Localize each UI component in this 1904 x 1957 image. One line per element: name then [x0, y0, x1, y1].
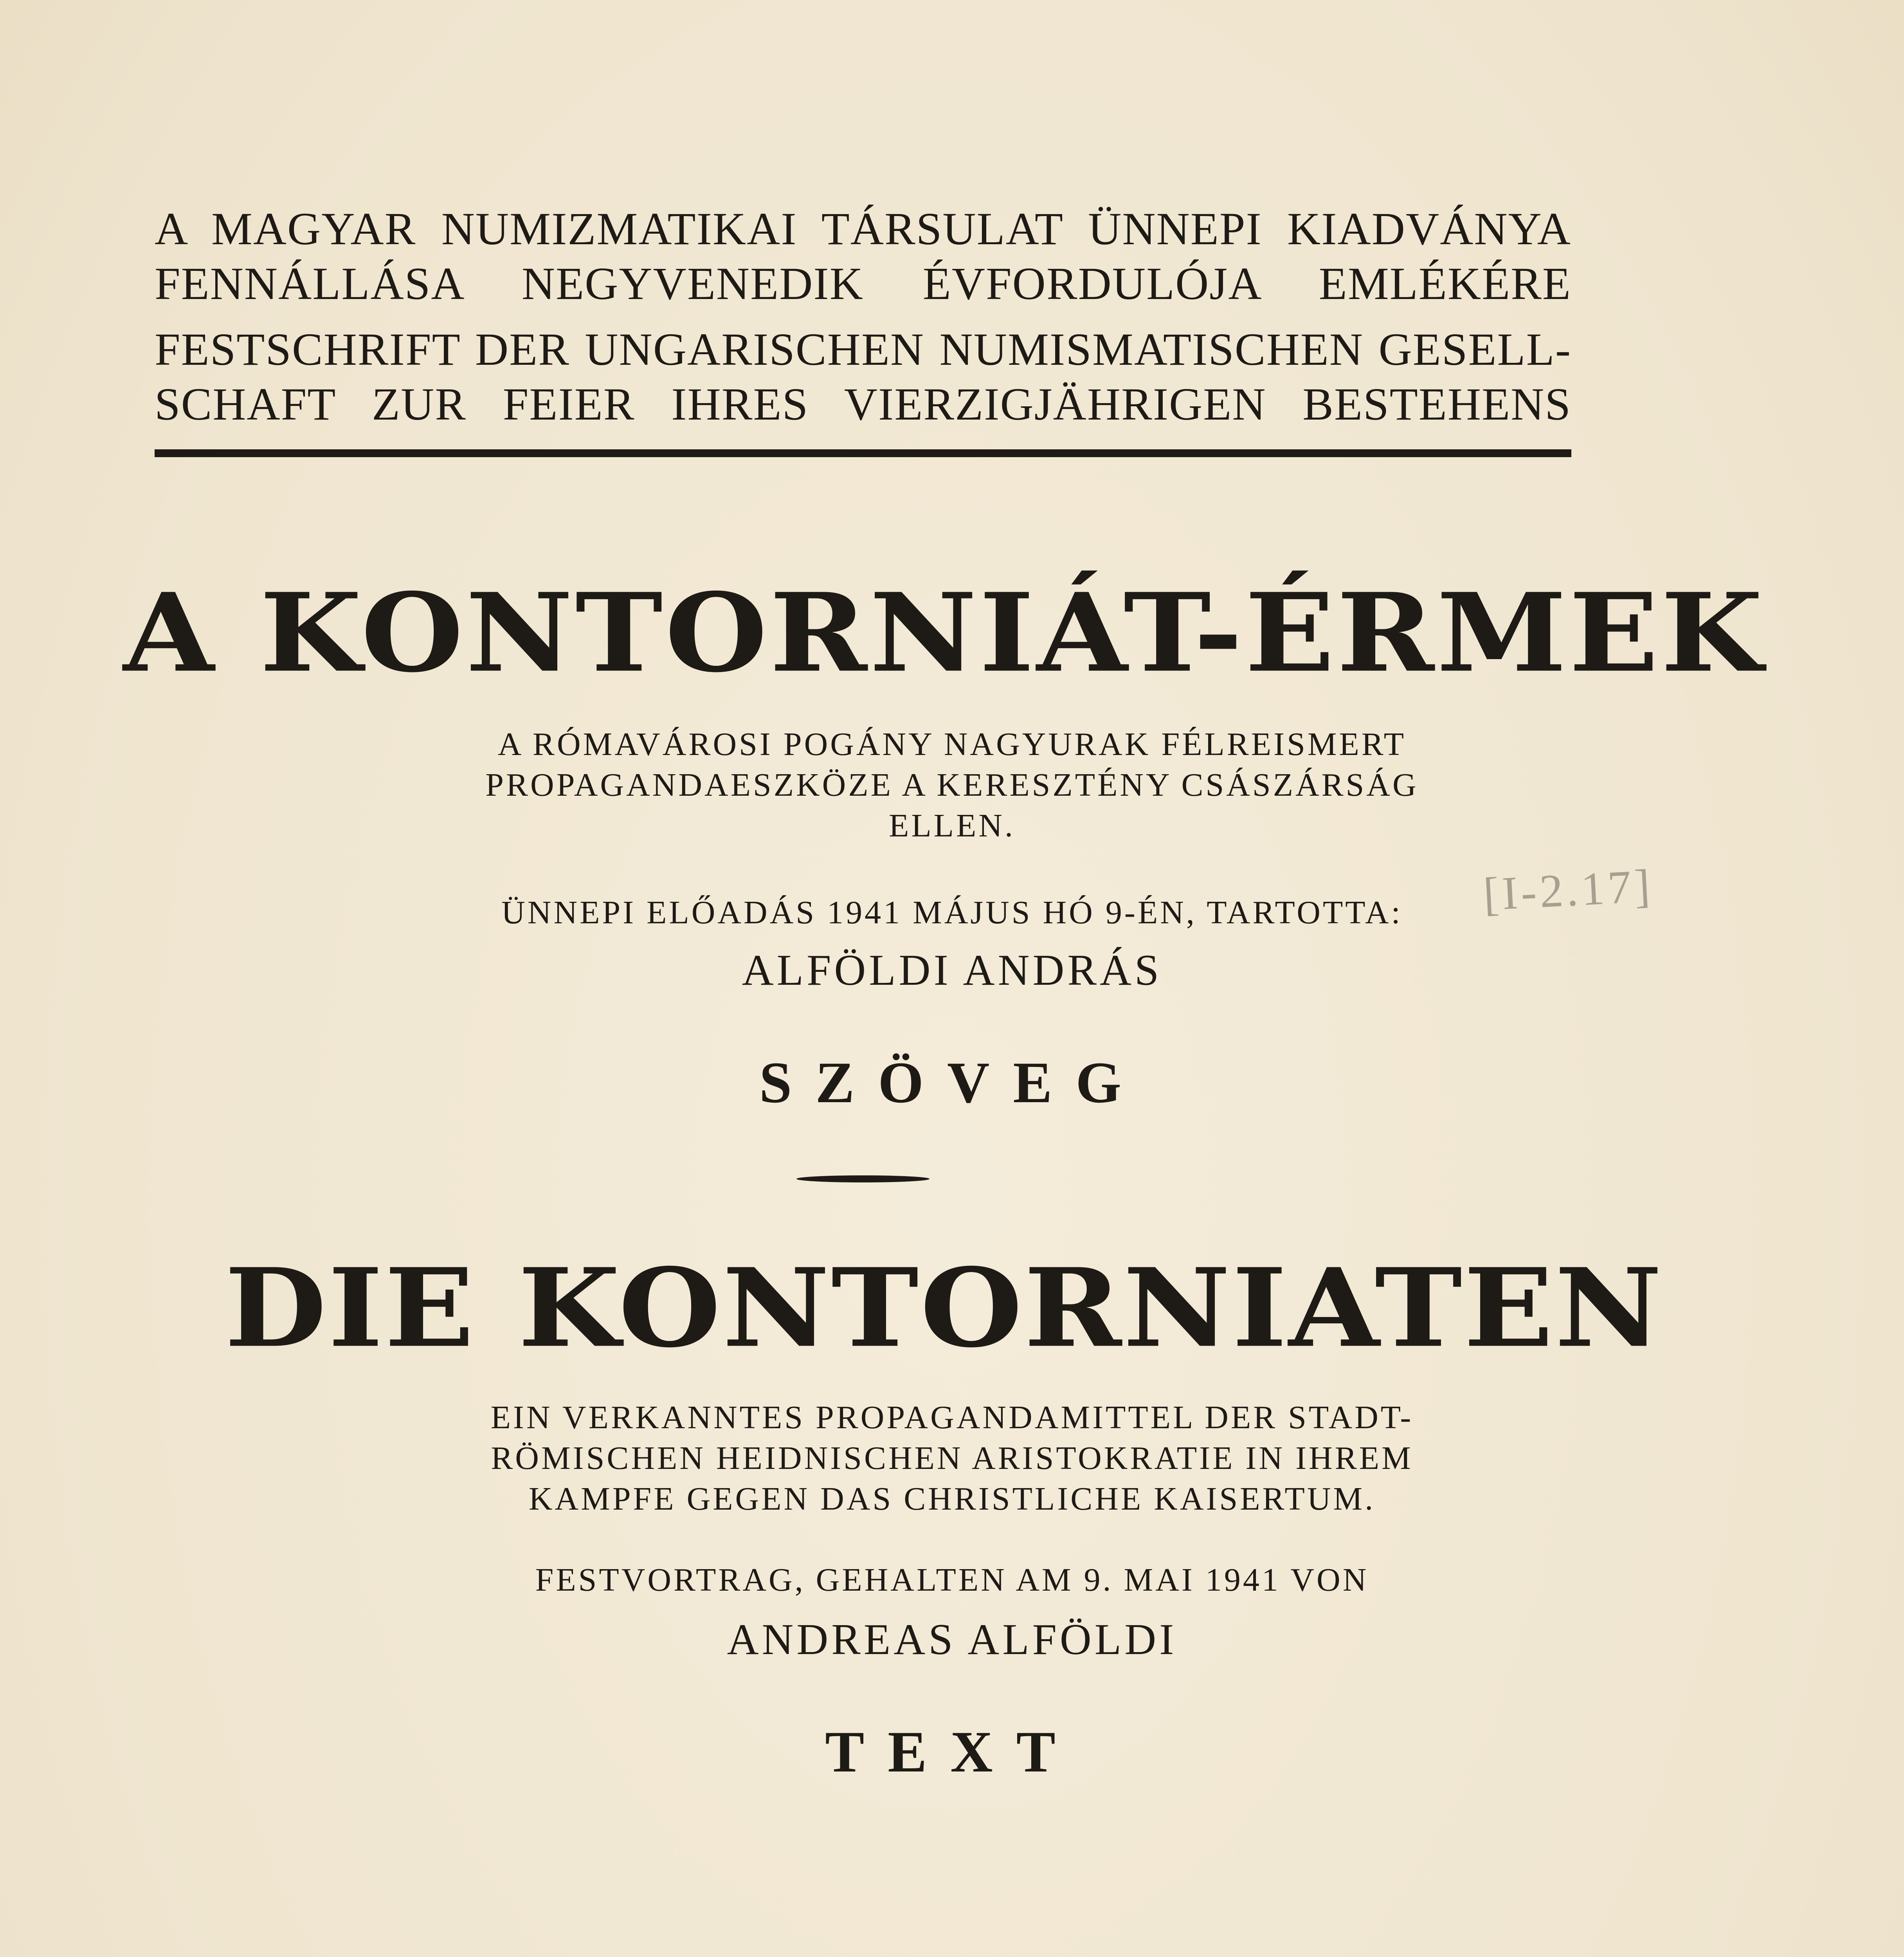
german-author: ANDREAS ALFÖLDI	[727, 1615, 1177, 1664]
header-line-3: FESTSCHRIFT DER UNGARISCHEN NUMISMATISCHEN GESELL-	[155, 324, 1571, 375]
header-line-4: SCHAFT ZUR FEIER IHRES VIERZIGJÄHRIGEN BESTEHENS	[155, 378, 1571, 430]
hungarian-title: A KONTORNIÁT-ÉRMEK	[123, 569, 1765, 696]
handwritten-shelfmark: [I-2.17]	[1482, 859, 1655, 921]
hungarian-subtitle-line-3: ELLEN.	[889, 807, 1015, 844]
header-block	[155, 202, 1571, 432]
header-line-1: A MAGYAR NUMIZMATIKAI TÁRSULAT ÜNNEPI KIADVÁNYA	[155, 203, 1571, 254]
hungarian-author: ALFÖLDI ANDRÁS	[742, 946, 1162, 995]
section-divider	[796, 1175, 929, 1182]
hungarian-part-label: SZÖVEG	[759, 1050, 1145, 1115]
german-title: DIE KONTORNIATEN	[225, 1244, 1664, 1371]
hungarian-lecture-line: ÜNNEPI ELŐADÁS 1941 MÁJUS HÓ 9-ÉN, TARTOTTA:	[501, 894, 1403, 931]
hungarian-subtitle-line-2: PROPAGANDAESZKÖZE A KERESZTÉNY CSÁSZÁRSÁG	[485, 767, 1419, 803]
header-line-2: FENNÁLLÁSA NEGYVENEDIK ÉVFORDULÓJA EMLÉKÉRE	[155, 258, 1571, 309]
german-subtitle-line-3: KAMPFE GEGEN DAS CHRISTLICHE KAISERTUM.	[528, 1481, 1376, 1517]
german-part-label: TEXT	[825, 1719, 1079, 1784]
hungarian-subtitle-line-1: A RÓMAVÁROSI POGÁNY NAGYURAK FÉLREISMERT	[497, 726, 1407, 762]
german-subtitle-line-2: RÖMISCHEN HEIDNISCHEN ARISTOKRATIE IN IHREM	[491, 1440, 1413, 1476]
header-rule	[155, 449, 1571, 457]
german-subtitle-line-1: EIN VERKANNTES PROPAGANDAMITTEL DER STADT-	[490, 1399, 1414, 1436]
german-lecture-line: FESTVORTRAG, GEHALTEN AM 9. MAI 1941 VON	[535, 1562, 1369, 1598]
